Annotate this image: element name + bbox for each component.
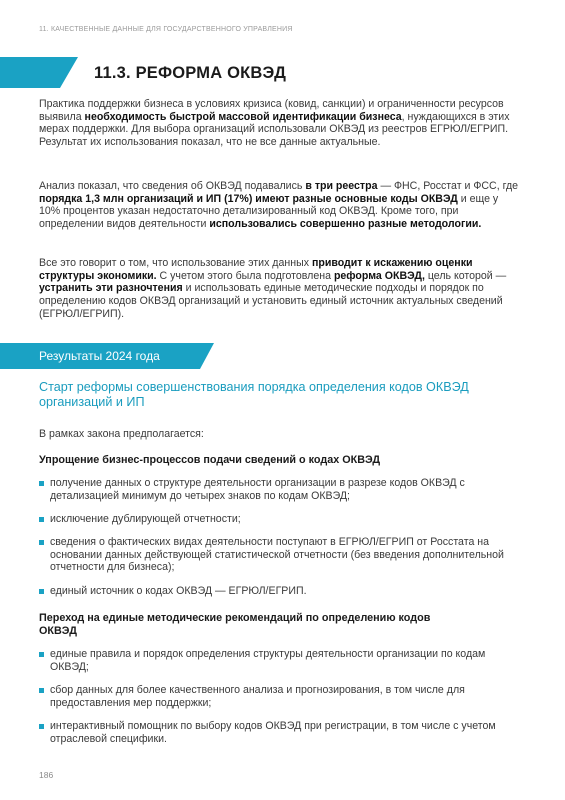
list-item xyxy=(39,536,514,574)
list-item xyxy=(39,585,514,598)
paragraph-text: и использовать единые методические подходы и порядок по определению кодов ОКВЭД организаций и установить единый источник актуальных сведений (ЕГРЮЛ/ЕГРИП). xyxy=(39,282,503,320)
list-item-text: сведения о фактических видах деятельности поступают в ЕГРЮЛ/ЕГРИП от Росстата на основании данных действующей статистической отчетности (без введения дополнительной отчетности для бизнеса); xyxy=(50,536,504,574)
list-item-text: получение данных о структуре деятельности организации в разрезе кодов ОКВЭД с детализацией минимум до четырех знаков по кодам ОКВЭД; xyxy=(50,477,465,502)
group-2-title: Переход на единые методические рекомендаций по определению кодов ОКВЭД xyxy=(39,612,431,637)
list-item xyxy=(39,684,514,709)
list-item xyxy=(39,513,514,526)
list-item-text: сбор данных для более качественного анализа и прогнозирования, в том числе для предоставления мер поддержки; xyxy=(50,684,465,709)
bullet-square-icon xyxy=(39,652,44,657)
section-title: 11.3. РЕФОРМА ОКВЭД xyxy=(94,64,287,82)
paragraph-text: Практика поддержки бизнеса в условиях кризиса (ковид, санкции) и ограниченности ресурсов выявила xyxy=(39,98,504,123)
group-1-title: Упрощение бизнес-процессов подачи сведений о кодах ОКВЭД xyxy=(39,454,381,466)
paragraph-text: Анализ показал, что сведения об ОКВЭД подавались xyxy=(39,180,306,192)
paragraph-2 xyxy=(39,180,519,231)
paragraph-text: и еще у 10% процентов указан недостаточно детализированный код ОКВЭД. Кроме того, при определении видов деятельности xyxy=(39,192,499,231)
paragraph-text: С учетом этого была подготовлена xyxy=(156,269,334,282)
paragraph-text: — ФНС, Росстат и ФСС, где xyxy=(377,180,519,192)
bullet-square-icon xyxy=(39,724,44,729)
emphasis-text: в три реестра xyxy=(305,180,378,192)
paragraph-1 xyxy=(39,98,519,149)
bullet-square-icon xyxy=(39,481,44,486)
emphasis-text: приводит к искажению оценки структуры экономики. xyxy=(39,257,473,282)
title-accent-wedge xyxy=(60,57,78,88)
paragraph-text: Все это говорит о том, что использование этих данных xyxy=(39,257,312,269)
paragraph-3 xyxy=(39,257,519,321)
paragraph-text: цель которой — xyxy=(424,269,507,282)
bullet-square-icon xyxy=(39,589,44,594)
bullet-square-icon xyxy=(39,688,44,693)
title-accent-band xyxy=(0,57,60,88)
paragraph-text: , нуждающихся в этих мерах поддержки. Для выбора организаций использовали ОКВЭД из реестров ЕГРЮЛ/ЕГРИП. Результат их использования показал, что не все данные актуальные. xyxy=(39,110,510,149)
results-banner-wedge xyxy=(200,343,214,369)
list-item xyxy=(39,720,514,745)
list-item-text: исключение дублирующей отчетности; xyxy=(50,513,241,525)
list-item-text: единый источник о кодах ОКВЭД — ЕГРЮЛ/ЕГРИП. xyxy=(50,585,307,597)
bullet-square-icon xyxy=(39,517,44,522)
emphasis-text: использовались совершенно разные методологии. xyxy=(209,218,482,231)
emphasis-text: реформа ОКВЭД, xyxy=(333,269,425,282)
emphasis-text: необходимость быстрой массовой идентификации бизнеса xyxy=(84,110,402,123)
list-item-text: интерактивный помощник по выбору кодов ОКВЭД при регистрации, в том числе с учетом отраслевой специфики. xyxy=(50,720,496,745)
reform-heading: Старт реформы совершенствования порядка определения кодов ОКВЭД организаций и ИП xyxy=(39,380,469,409)
list-item xyxy=(39,477,514,502)
bullet-square-icon xyxy=(39,540,44,545)
list-item-text: единые правила и порядок определения структуры деятельности организации по кодам ОКВЭД; xyxy=(50,648,486,673)
emphasis-text: порядка 1,3 млн организаций и ИП (17%) имеют разные основные коды ОКВЭД xyxy=(39,192,458,205)
list-item xyxy=(39,648,514,673)
page-number: 186 xyxy=(39,770,54,780)
intro-text: В рамках закона предполагается: xyxy=(39,428,204,440)
emphasis-text: устранить эти разночтения xyxy=(39,282,183,295)
results-banner-label: Результаты 2024 года xyxy=(39,349,160,363)
running-header: 11. КАЧЕСТВЕННЫЕ ДАННЫЕ ДЛЯ ГОСУДАРСТВЕННОГО УПРАВЛЕНИЯ xyxy=(39,26,293,33)
